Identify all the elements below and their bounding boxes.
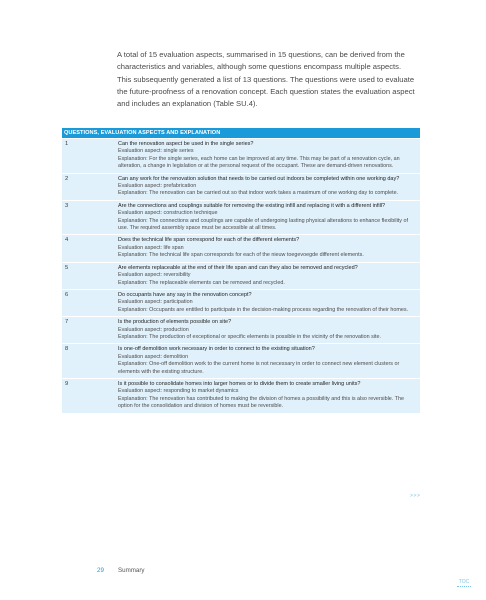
continue-arrows[interactable]: >>>	[410, 493, 421, 499]
row-number: 9	[65, 380, 69, 387]
table-row	[62, 234, 420, 261]
row-number: 7	[65, 319, 69, 326]
row-number: 8	[65, 346, 69, 353]
table-row	[62, 316, 420, 343]
row-aspect: Evaluation aspect: demolition	[118, 353, 189, 360]
row-explanation: Explanation: For the single series, each home can be improved at any time. This may be part of a renovation cycle, an alteration, a change in legislation or at the personal request of the occupant. These are demand-driven renovations.	[118, 155, 400, 170]
row-number: 6	[65, 291, 69, 298]
table-body	[62, 138, 420, 414]
row-explanation: Explanation: The technical life span corresponds for each of the nieuw toegevoegde different elements.	[118, 252, 364, 259]
row-explanation: Explanation: Occupants are entitled to participate in the decision-making process regarding the renovation of their homes.	[118, 306, 409, 313]
row-question: Does the technical life span correspond for each of the different elements?	[118, 237, 300, 244]
row-number: 1	[65, 141, 69, 147]
toc-link[interactable]: TOC	[458, 579, 470, 585]
row-aspect: Evaluation aspect: prefabrication	[118, 183, 197, 190]
evaluation-table	[62, 128, 420, 414]
row-question: Is the production of elements possible on site?	[118, 319, 232, 326]
row-aspect: Evaluation aspect: responding to market dynamics	[118, 388, 239, 395]
section-label: Summary	[118, 567, 145, 574]
intro-paragraph: A total of 15 evaluation aspects, summarised in 15 questions, can be derived from the characteristics and variables, although some questions encompass multiple aspects. This subsequently generated a list of 13 questions. The questions were used to evaluate the future-proofness of a renovation concept. Each question states the evaluation aspect and includes an explanation (Table SU.4).	[117, 50, 415, 109]
row-content	[118, 346, 420, 376]
row-number: 2	[65, 175, 69, 182]
row-explanation: Explanation: The replaceable elements can be removed and recycled.	[118, 279, 285, 286]
page-number: 29	[97, 567, 104, 574]
row-explanation: Explanation: One-off demolition work to the current home is not necessary in order to connect new element clusters or elements with the existing structure.	[118, 361, 400, 375]
row-question: Can the renovation aspect be used in the single series?	[118, 141, 254, 147]
row-content	[118, 381, 420, 411]
row-question: Are elements replaceable at the end of their life span and can they also be removed and recycled?	[118, 264, 358, 271]
row-aspect: Evaluation aspect: production	[118, 326, 189, 333]
row-content	[118, 203, 420, 233]
row-question: Can any work for the renovation solution that needs to be carried out indoors be completed within one working day?	[118, 175, 400, 182]
row-content	[118, 141, 420, 171]
table-row	[62, 200, 420, 235]
row-number: 5	[65, 264, 69, 271]
row-explanation: Explanation: The production of exceptional or specific elements is possible in the vicinity of the renovation site.	[118, 333, 381, 340]
row-aspect: Evaluation aspect: reversibility	[118, 272, 191, 279]
row-aspect: Evaluation aspect: life span	[118, 244, 184, 251]
table-header: QUESTIONS, EVALUATION ASPECTS AND EXPLANATION	[62, 128, 420, 138]
row-aspect: Evaluation aspect: participation	[118, 299, 193, 306]
row-explanation: Explanation: The renovation has contributed to making the division of homes a possibility and this is also reversible. The option for the consolidation and division of homes must be reversible.	[118, 395, 404, 410]
row-question: Is it possible to consolidate homes into larger homes or to divide them to create smaller living units?	[118, 380, 361, 387]
row-number: 4	[65, 237, 69, 244]
row-content	[118, 176, 420, 198]
row-question: Do occupants have any say in the renovation concept?	[118, 291, 252, 298]
row-content	[118, 237, 420, 259]
table-row	[62, 138, 420, 173]
row-number: 3	[65, 202, 69, 209]
row-content	[118, 265, 420, 287]
row-question: Are the connections and couplings suitable for removing the existing infill and replacing it with a different infill?	[118, 202, 386, 209]
row-question: Is one-off demolition work necessary in order to connect to the existing situation?	[118, 346, 315, 353]
table-row	[62, 173, 420, 200]
table-row	[62, 262, 420, 289]
row-aspect: Evaluation aspect: single series	[118, 148, 194, 155]
row-explanation: Explanation: The renovation can be carried out so that indoor work takes a maximum of one working day to complete.	[118, 190, 399, 197]
table-row	[62, 378, 420, 413]
row-aspect: Evaluation aspect: construction technique	[118, 210, 218, 217]
row-content	[118, 292, 420, 314]
row-content	[118, 319, 420, 341]
table-row	[62, 289, 420, 316]
table-row	[62, 343, 420, 378]
row-explanation: Explanation: The connections and couplings are capable of undergoing lasting physical alterations to enhance flexibility of use. The required assembly space must be accessible at all times.	[118, 217, 408, 232]
